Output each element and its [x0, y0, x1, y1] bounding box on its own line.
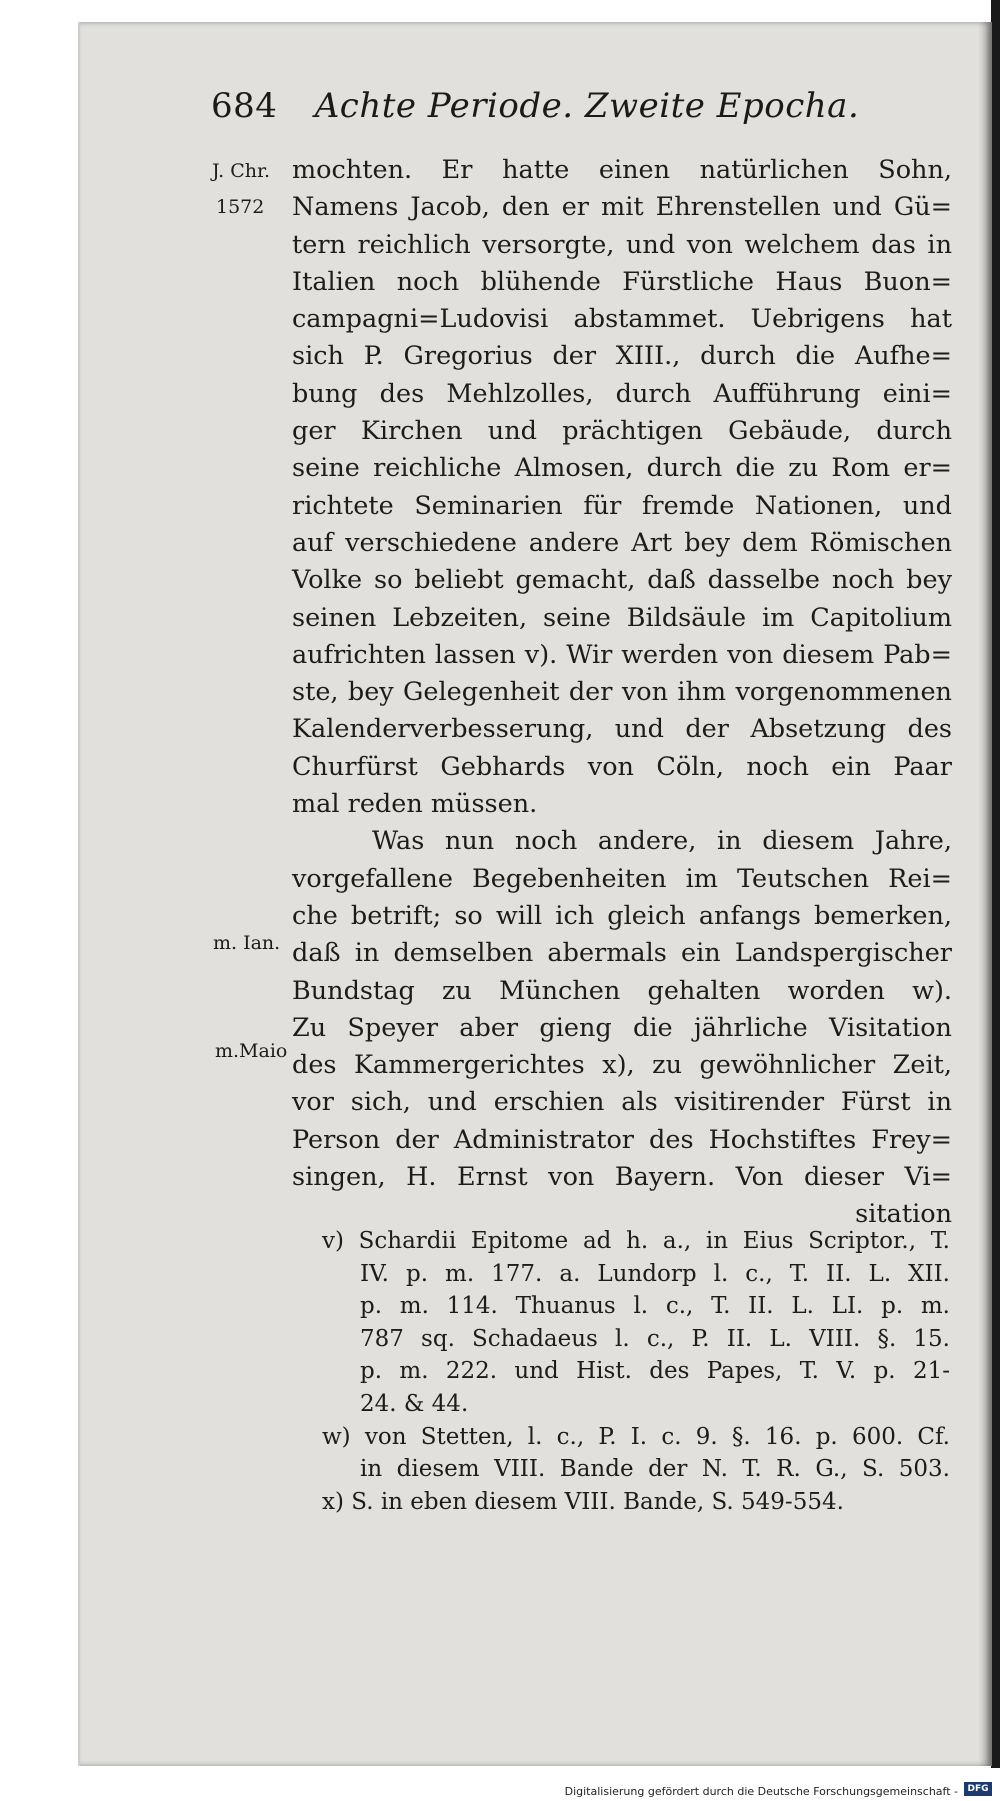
footnote-line: w) von Stetten, l. c., P. I. c. 9. §. 16. p. 600. Cf.	[322, 1423, 950, 1450]
text-line: Namens Jacob, den er mit Ehrenstellen und Gü=	[292, 192, 952, 223]
text-line: mochten. Er hatte einen natürlichen Sohn,	[292, 155, 952, 185]
text-line: vorgefallene Begebenheiten im Teutschen Rei=	[292, 863, 952, 894]
text-line: Bundstag zu München gehalten worden w).	[292, 975, 952, 1006]
footnote-line: 24. & 44.	[360, 1390, 469, 1417]
margin-month-jan: m. Ian.	[213, 932, 281, 954]
text-line: Zu Speyer aber gieng die jährliche Visitation	[292, 1012, 952, 1043]
text-line: tern reichlich versorgte, und von welchem das in	[292, 229, 952, 260]
text-line: Kalenderverbesserung, und der Absetzung des	[292, 714, 952, 745]
footnotes	[322, 1225, 950, 1518]
text-line: Churfürst Gebhards von Cöln, noch ein Paar	[292, 751, 952, 782]
footer-credit: Digitalisierung gefördert durch die Deutsche Forschungsgemeinschaft -	[564, 1785, 958, 1798]
page-gutter-shadow	[978, 22, 992, 1766]
text-line: vor sich, und erschien als visitirender Fürst in	[292, 1087, 952, 1118]
text-line: ste, bey Gelegenheit der von ihm vorgenommenen	[292, 677, 952, 708]
text-line: Italien noch blühende Fürstliche Haus Buon=	[292, 266, 952, 297]
footnote-line: in diesem VIII. Bande der N. T. R. G., S. 503.	[360, 1456, 950, 1483]
footnote-line: p. m. 114. Thuanus l. c., T. II. L. LI. p. m.	[360, 1293, 950, 1320]
text-line: singen, H. Ernst von Bayern. Von dieser Vi=	[292, 1162, 952, 1193]
text-line: auf verschiedene andere Art bey dem Römischen	[292, 527, 952, 558]
margin-month-maio: m.Maio	[215, 1040, 288, 1062]
footnote-line: p. m. 222. und Hist. des Papes, T. V. p. 21-	[360, 1358, 950, 1385]
footnote-line: IV. p. m. 177. a. Lundorp l. c., T. II. L. XII.	[360, 1260, 950, 1287]
text-line: aufrichten lassen v). Wir werden von diesem Pab=	[292, 639, 952, 670]
text-line: campagni=Ludovisi abstammet. Uebrigens hat	[292, 304, 952, 335]
footnote-line: x) S. in eben diesem VIII. Bande, S. 549-554.	[322, 1488, 844, 1515]
margin-year-label: J. Chr.	[212, 160, 271, 182]
text-line: Person der Administrator des Hochstiftes Frey=	[292, 1124, 952, 1155]
text-line: daß in demselben abermals ein Landspergischer	[292, 938, 952, 969]
page-number: 684	[211, 86, 278, 126]
dfg-logo-icon: DFG	[964, 1782, 992, 1796]
text-line: des Kammergerichtes x), zu gewöhnlicher Zeit,	[292, 1050, 952, 1081]
footnote-line: v) Schardii Epitome ad h. a., in Eius Scriptor., T.	[322, 1228, 950, 1254]
margin-year: 1572	[216, 196, 265, 218]
text-line: Volke so beliebt gemacht, daß dasselbe noch bey	[292, 565, 952, 596]
text-line: bung des Mehlzolles, durch Aufführung eini=	[292, 378, 952, 409]
book-edge-shadow	[991, 0, 1000, 1768]
catchword: sitation	[855, 1199, 952, 1230]
text-line: mal reden müssen.	[292, 789, 538, 820]
running-title: Achte Periode. Zweite Epocha.	[314, 86, 860, 126]
text-line: seine reichliche Almosen, durch die zu Rom er=	[292, 453, 952, 484]
main-text	[292, 152, 952, 1234]
text-line: Was nun noch andere, in diesem Jahre,	[372, 826, 952, 857]
footnote-line: 787 sq. Schadaeus l. c., P. II. L. VIII. §. 15.	[360, 1325, 950, 1352]
text-line: ger Kirchen und prächtigen Gebäude, durch	[292, 416, 952, 447]
text-line: sich P. Gregorius der XIII., durch die Aufhe=	[292, 341, 952, 372]
page-header	[211, 86, 859, 126]
text-line: che betrift; so will ich gleich anfangs bemerken,	[292, 900, 952, 931]
text-line: richtete Seminarien für fremde Nationen, und	[292, 490, 952, 521]
text-line: seinen Lebzeiten, seine Bildsäule im Capitolium	[292, 602, 952, 633]
